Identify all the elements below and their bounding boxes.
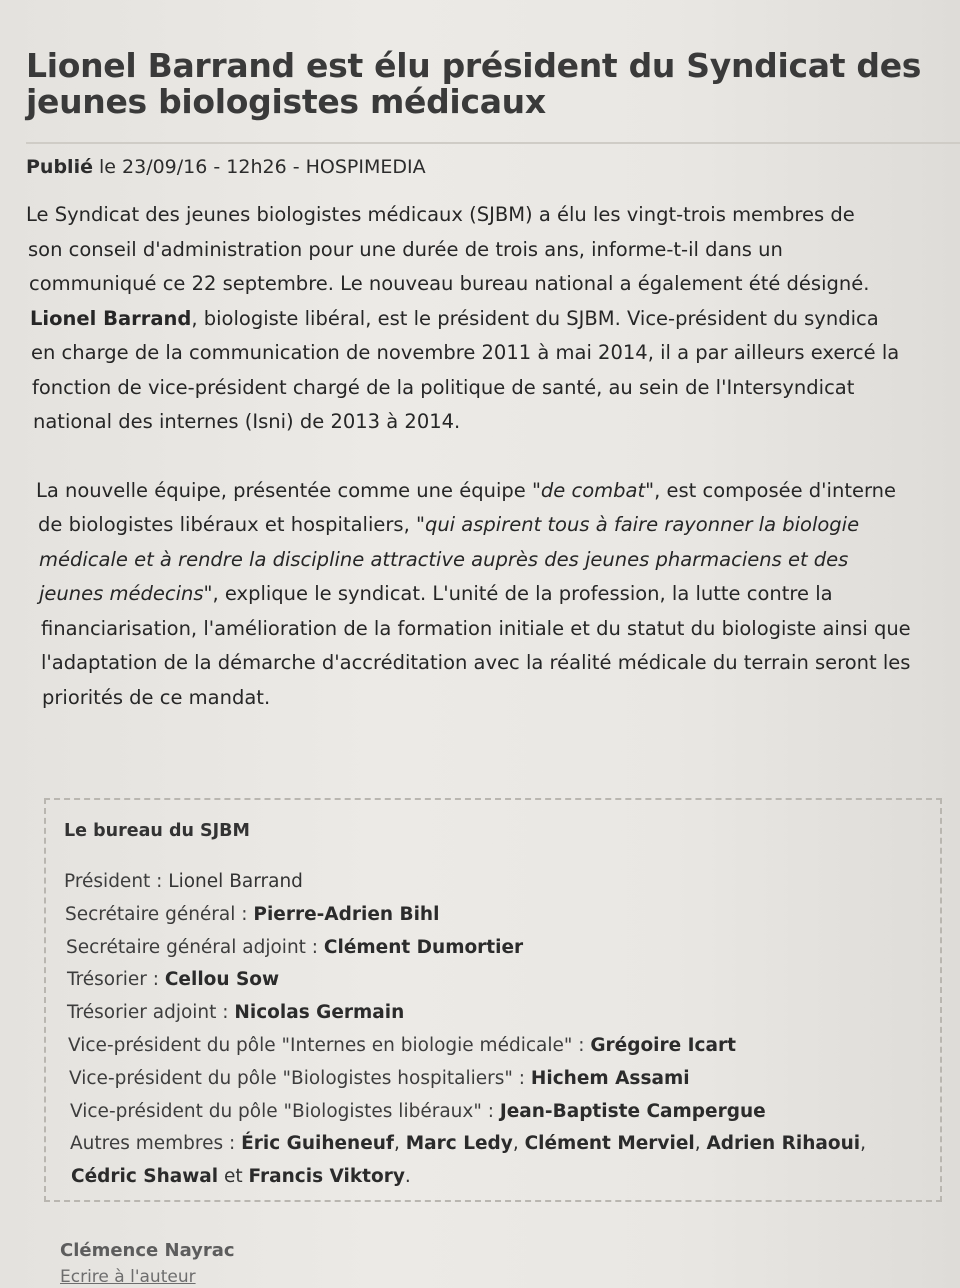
role-label: Président : — [64, 871, 169, 892]
member-name: Cédric Shawal — [71, 1166, 219, 1188]
paragraph-text: ", explique le syndicat. L'unité de la profession, la lutte contre la — [203, 582, 833, 605]
member-name: Marc Ledy — [405, 1133, 513, 1155]
paragraph-line — [36, 577, 960, 612]
title-divider — [26, 142, 960, 144]
bureau-row-autres-cont — [64, 1161, 940, 1194]
paragraph-text: , biologiste libéral, est le président du SJBM. Vice-président du syndica — [191, 306, 879, 330]
member-name: Éric Guiheneuf — [241, 1133, 394, 1155]
bureau-title: Le bureau du SJBM — [64, 821, 250, 841]
paragraph-line — [26, 302, 960, 337]
bureau-row-secretaire — [64, 899, 940, 932]
member-name: Grégoire Icart — [590, 1034, 736, 1056]
paragraph-line: communiqué ce 22 septembre. Le nouveau bureau national a également été désigné. — [29, 272, 870, 295]
article-meta — [26, 152, 960, 182]
quote-text: médicale et à rendre la discipline attractive auprès des jeunes pharmaciens et des — [39, 547, 849, 571]
bureau-row-autres — [64, 1128, 940, 1161]
member-name: Lionel Barrand — [168, 871, 303, 892]
paragraph-line — [36, 508, 960, 543]
member-name: Pierre-Adrien Bihl — [253, 903, 440, 925]
member-name: Jean-Baptiste Campergue — [499, 1100, 766, 1122]
role-label: Vice-président du pôle "Internes en biologie médicale" : — [68, 1034, 591, 1056]
author-name: Clémence Nayrac — [60, 1240, 235, 1261]
article-title: Lionel Barrand est élu président du Syndicat des jeunes biologistes médicaux — [26, 46, 922, 121]
member-name: Cellou Sow — [164, 969, 280, 991]
member-name: Adrien Rihaoui — [706, 1133, 861, 1155]
bureau-row-vp-hospitaliers — [64, 1063, 940, 1096]
bureau-box — [44, 798, 942, 1202]
paragraph-line: national des internes (Isni) de 2013 à 2014. — [33, 410, 461, 433]
paragraph-text: ", est composée d'interne — [645, 478, 896, 502]
member-name: Francis Viktory — [248, 1166, 405, 1188]
bureau-row-tresorier-adjoint — [64, 997, 940, 1030]
member-name: Clément Merviel — [524, 1133, 695, 1155]
article-paragraph-2 — [36, 474, 960, 716]
president-name-highlight: Lionel Barrand — [30, 306, 192, 330]
bureau-row-president — [64, 866, 940, 899]
role-label: Trésorier : — [67, 969, 165, 991]
separator: , — [512, 1133, 525, 1155]
paragraph-text: de biologistes libéraux et hospitaliers, " — [38, 513, 425, 536]
published-date-source: le 23/09/16 - 12h26 - HOSPIMEDIA — [92, 156, 426, 178]
paragraph-line: priorités de ce mandat. — [42, 685, 271, 709]
quote-text: de combat — [540, 478, 646, 502]
member-name: Nicolas Germain — [234, 1002, 405, 1024]
paragraph-line — [36, 474, 960, 509]
published-label: Publié — [26, 156, 93, 178]
write-to-author-link[interactable]: Ecrire à l'auteur — [60, 1267, 196, 1287]
member-name: Clément Dumortier — [323, 936, 524, 958]
separator: , — [394, 1133, 406, 1155]
role-label: Secrétaire général : — [65, 903, 254, 925]
paragraph-line: Le Syndicat des jeunes biologistes médicaux (SJBM) a élu les vingt-trois membres de — [26, 203, 855, 226]
separator: , — [860, 1133, 867, 1155]
paragraph-text: La nouvelle équipe, présentée comme une équipe " — [36, 478, 541, 502]
bureau-row-tresorier — [64, 964, 940, 997]
quote-text: jeunes médecins — [39, 582, 204, 605]
role-label: Vice-président du pôle "Biologistes libéraux" : — [70, 1100, 500, 1122]
bureau-row-vp-liberaux — [64, 1096, 940, 1129]
separator: et — [218, 1166, 249, 1188]
paragraph-line: son conseil d'administration pour une durée de trois ans, informe-t-il dans un — [28, 237, 783, 261]
paragraph-line — [36, 543, 960, 578]
role-label: Trésorier adjoint : — [67, 1002, 235, 1024]
quote-text: qui aspirent tous à faire rayonner la biologie — [424, 513, 860, 536]
bureau-row-secretaire-adjoint — [64, 932, 940, 965]
role-label: Autres membres : — [70, 1133, 242, 1155]
role-label: Vice-président du pôle "Biologistes hospitaliers" : — [69, 1067, 531, 1089]
article-paragraph-1 — [26, 198, 960, 440]
paragraph-line: financiarisation, l'amélioration de la formation initiale et du statut du biologiste ainsi que — [41, 616, 911, 640]
member-name: Hichem Assami — [530, 1067, 690, 1089]
paragraph-line: fonction de vice-président chargé de la politique de santé, au sein de l'Intersyndicat — [32, 375, 855, 399]
paragraph-line: en charge de la communication de novembre 2011 à mai 2014, il a par ailleurs exercé la — [31, 341, 900, 364]
separator: , — [694, 1133, 707, 1155]
role-label: Secrétaire général adjoint : — [66, 936, 324, 958]
paragraph-line: l'adaptation de la démarche d'accréditation avec la réalité médicale du terrain seront les — [41, 651, 911, 674]
bureau-row-vp-internes — [64, 1030, 940, 1063]
separator: . — [404, 1166, 411, 1188]
article — [26, 48, 960, 715]
